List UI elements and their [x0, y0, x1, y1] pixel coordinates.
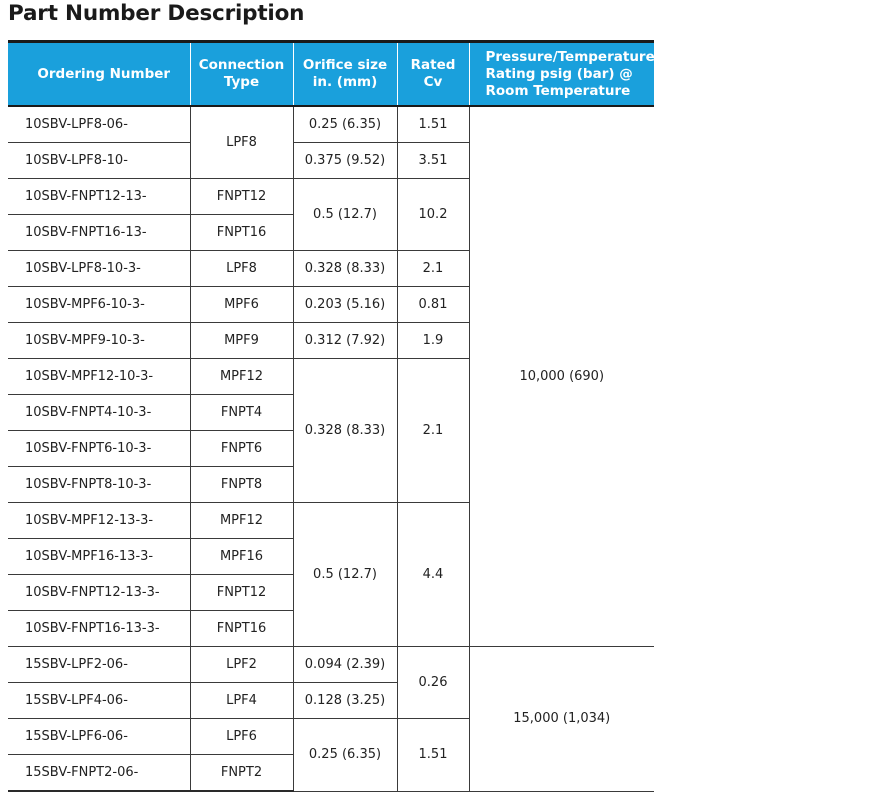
- cv-cell: 1.51: [397, 106, 469, 143]
- connection-cell: FNPT12: [190, 179, 293, 215]
- orifice-cell: 0.5 (12.7): [293, 179, 397, 251]
- cv-cell: 0.81: [397, 287, 469, 323]
- connection-cell: MPF9: [190, 323, 293, 359]
- connection-cell: MPF16: [190, 539, 293, 575]
- orifice-cell: 0.094 (2.39): [293, 647, 397, 683]
- connection-cell: LPF4: [190, 683, 293, 719]
- cv-cell: 2.1: [397, 359, 469, 503]
- connection-cell: FNPT12: [190, 575, 293, 611]
- page-title: Part Number Description: [8, 1, 305, 26]
- ordering-number-cell: 15SBV-FNPT2-06-: [8, 755, 190, 792]
- ordering-number-cell: 10SBV-MPF6-10-3-: [8, 287, 190, 323]
- header-connection-type: Connection Type: [190, 43, 293, 106]
- ordering-number-cell: 10SBV-FNPT16-13-: [8, 215, 190, 251]
- orifice-cell: 0.203 (5.16): [293, 287, 397, 323]
- connection-cell: LPF8: [190, 251, 293, 287]
- orifice-cell: 0.25 (6.35): [293, 106, 397, 143]
- orifice-cell: 0.25 (6.35): [293, 719, 397, 792]
- cv-cell: 1.9: [397, 323, 469, 359]
- cv-cell: 10.2: [397, 179, 469, 251]
- ordering-number-cell: 10SBV-MPF12-13-3-: [8, 503, 190, 539]
- connection-cell: FNPT8: [190, 467, 293, 503]
- ordering-number-cell: 10SBV-FNPT12-13-3-: [8, 575, 190, 611]
- orifice-cell: 0.312 (7.92): [293, 323, 397, 359]
- ordering-number-cell: 10SBV-MPF9-10-3-: [8, 323, 190, 359]
- connection-cell: LPF8: [190, 106, 293, 179]
- orifice-cell: 0.5 (12.7): [293, 503, 397, 647]
- ordering-number-cell: 15SBV-LPF2-06-: [8, 647, 190, 683]
- ordering-number-cell: 10SBV-LPF8-10-3-: [8, 251, 190, 287]
- connection-cell: FNPT6: [190, 431, 293, 467]
- cv-cell: 2.1: [397, 251, 469, 287]
- connection-cell: FNPT2: [190, 755, 293, 792]
- connection-cell: FNPT16: [190, 215, 293, 251]
- table-header-row: [8, 43, 654, 106]
- ordering-number-cell: 10SBV-FNPT8-10-3-: [8, 467, 190, 503]
- ordering-number-cell: 10SBV-FNPT6-10-3-: [8, 431, 190, 467]
- table-row: [8, 106, 654, 143]
- orifice-cell: 0.328 (8.33): [293, 251, 397, 287]
- orifice-cell: 0.328 (8.33): [293, 359, 397, 503]
- cv-cell: 3.51: [397, 143, 469, 179]
- header-ordering-number: Ordering Number: [8, 43, 190, 106]
- header-rated-cv: Rated Cv: [397, 43, 469, 106]
- connection-cell: MPF12: [190, 503, 293, 539]
- connection-cell: LPF6: [190, 719, 293, 755]
- part-number-table: [8, 43, 654, 792]
- connection-cell: MPF12: [190, 359, 293, 395]
- ordering-number-cell: 15SBV-LPF6-06-: [8, 719, 190, 755]
- header-pressure-rating: Pressure/Temperature Rating psig (bar) @ Room Temperature: [469, 43, 654, 106]
- ordering-number-cell: 10SBV-MPF16-13-3-: [8, 539, 190, 575]
- ordering-number-cell: 10SBV-FNPT12-13-: [8, 179, 190, 215]
- table-row: [8, 647, 654, 683]
- ordering-number-cell: 10SBV-FNPT16-13-3-: [8, 611, 190, 647]
- ordering-number-cell: 15SBV-LPF4-06-: [8, 683, 190, 719]
- ordering-number-cell: 10SBV-FNPT4-10-3-: [8, 395, 190, 431]
- pressure-rating-cell: 10,000 (690): [469, 106, 654, 647]
- connection-cell: MPF6: [190, 287, 293, 323]
- ordering-number-cell: 10SBV-MPF12-10-3-: [8, 359, 190, 395]
- pressure-rating-cell: 15,000 (1,034): [469, 647, 654, 792]
- orifice-cell: 0.375 (9.52): [293, 143, 397, 179]
- cv-cell: 0.26: [397, 647, 469, 719]
- cv-cell: 4.4: [397, 503, 469, 647]
- orifice-cell: 0.128 (3.25): [293, 683, 397, 719]
- connection-cell: FNPT16: [190, 611, 293, 647]
- ordering-number-cell: 10SBV-LPF8-10-: [8, 143, 190, 179]
- cv-cell: 1.51: [397, 719, 469, 792]
- connection-cell: LPF2: [190, 647, 293, 683]
- connection-cell: FNPT4: [190, 395, 293, 431]
- header-orifice-size: Orifice size in. (mm): [293, 43, 397, 106]
- ordering-number-cell: 10SBV-LPF8-06-: [8, 106, 190, 143]
